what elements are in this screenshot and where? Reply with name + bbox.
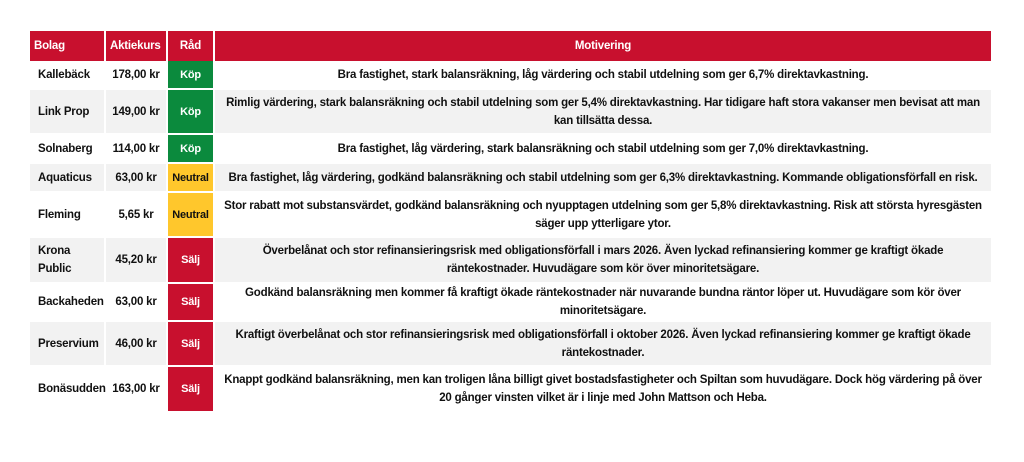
table-row — [30, 284, 991, 322]
table-row — [30, 193, 991, 238]
company-name: Preservium — [30, 322, 106, 367]
table-row — [30, 61, 991, 90]
share-price: 163,00 kr — [106, 367, 168, 413]
company-name: Link Prop — [30, 90, 106, 135]
motivation-text: Överbelånat och stor refinansieringsrisk med obligationsförfall i mars 2026. Även lyckad refinansiering kommer ge kraftigt ökade räntekostnader. Huvudägare som kör över minoritetsägare. — [215, 238, 991, 284]
advice-badge: Sälj — [168, 367, 215, 413]
table-row — [30, 238, 991, 284]
advice-badge: Sälj — [168, 284, 215, 322]
header-company: Bolag — [30, 31, 106, 61]
company-name: Aquaticus — [30, 164, 106, 193]
motivation-text: Bra fastighet, låg värdering, godkänd balansräkning och stabil utdelning som ger 6,3% direktavkastning. Kommande obligationsförfall en risk. — [215, 164, 991, 193]
motivation-text: Bra fastighet, låg värdering, stark balansräkning och stabil utdelning som ger 7,0% direktavkastning. — [215, 135, 991, 164]
advice-badge: Köp — [168, 135, 215, 164]
advice-badge: Neutral — [168, 164, 215, 193]
motivation-text: Kraftigt överbelånat och stor refinansieringsrisk med obligationsförfall i oktober 2026. Även lyckad refinansiering kommer ge kraftigt ökade räntekostnader. — [215, 322, 991, 367]
motivation-text: Godkänd balansräkning men kommer få kraftigt ökade räntekostnader när nuvarande bundna räntor löper ut. Huvudägare som kör över minoritetsägare. — [215, 284, 991, 322]
motivation-text: Knappt godkänd balansräkning, men kan troligen låna billigt givet bostadsfastigheter och Spiltan som huvudägare. Dock hög värdering på över 20 gånger vinsten vilket är i linje med John Mattson och Heba. — [215, 367, 991, 413]
share-price: 5,65 kr — [106, 193, 168, 238]
advice-badge: Köp — [168, 90, 215, 135]
share-price: 63,00 kr — [106, 164, 168, 193]
advice-badge: Neutral — [168, 193, 215, 238]
share-price: 45,20 kr — [106, 238, 168, 284]
table-row — [30, 164, 991, 193]
header-row — [30, 31, 991, 61]
header-price: Aktiekurs — [106, 31, 168, 61]
company-name: Kallebäck — [30, 61, 106, 90]
table-row — [30, 135, 991, 164]
share-price: 114,00 kr — [106, 135, 168, 164]
advice-badge: Sälj — [168, 322, 215, 367]
table-row — [30, 322, 991, 367]
motivation-text: Rimlig värdering, stark balansräkning och stabil utdelning som ger 5,4% direktavkastning. Har tidigare haft stora vakanser men bevisat att man kan tillsätta dessa. — [215, 90, 991, 135]
company-name: Backaheden — [30, 284, 106, 322]
company-name: Bonäsudden — [30, 367, 106, 413]
advice-badge: Köp — [168, 61, 215, 90]
motivation-text: Bra fastighet, stark balansräkning, låg värdering och stabil utdelning som ger 6,7% direktavkastning. — [215, 61, 991, 90]
table-row — [30, 90, 991, 135]
company-name: Krona Public — [30, 238, 106, 284]
header-advice: Råd — [168, 31, 215, 61]
share-price: 178,00 kr — [106, 61, 168, 90]
share-price: 63,00 kr — [106, 284, 168, 322]
share-price: 149,00 kr — [106, 90, 168, 135]
share-price: 46,00 kr — [106, 322, 168, 367]
company-name: Solnaberg — [30, 135, 106, 164]
recommendation-table — [30, 31, 991, 413]
header-motivation: Motivering — [215, 31, 991, 61]
company-name: Fleming — [30, 193, 106, 238]
advice-badge: Sälj — [168, 238, 215, 284]
table-row — [30, 367, 991, 413]
motivation-text: Stor rabatt mot substansvärdet, godkänd balansräkning och nyupptagen utdelning som ger 5,8% direktavkastning. Risk att största hyresgästen säger upp ytterligare ytor. — [215, 193, 991, 238]
